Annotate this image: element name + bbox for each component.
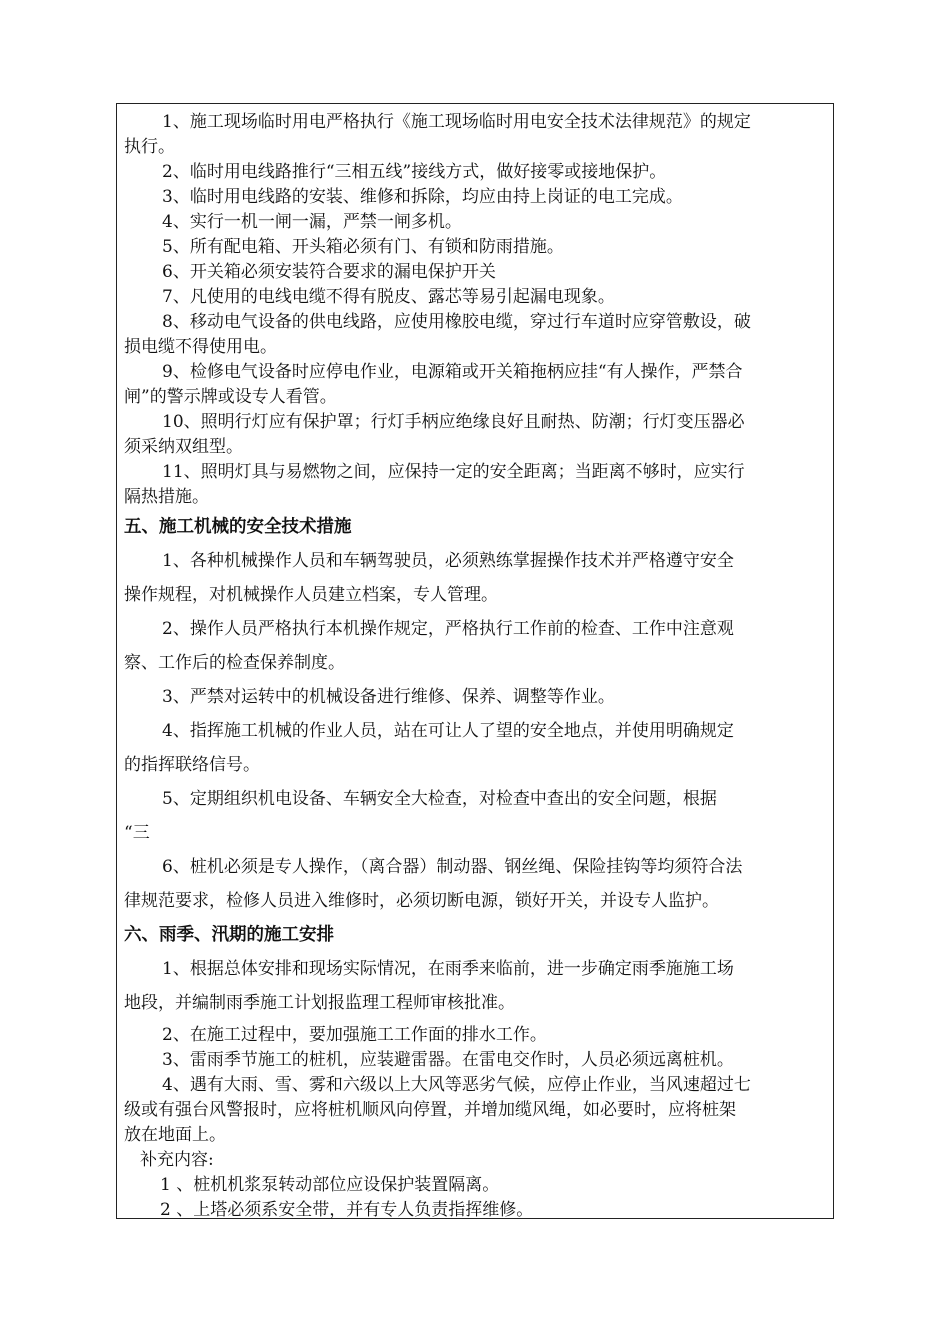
paragraph-line: 闸”的警示牌或设专人看管。 (124, 387, 337, 407)
paragraph-line: 地段，并编制雨季施工计划报监理工程师审核批准。 (124, 993, 515, 1013)
paragraph-line: 4、遇有大雨、雪、雾和六级以上大风等恶劣气候，应停止作业，当风速超过七 (162, 1075, 751, 1095)
section-heading: 六、雨季、汛期的施工安排 (124, 925, 334, 945)
electrical-list (124, 110, 830, 510)
section-heading: 五、施工机械的安全技术措施 (124, 517, 352, 537)
paragraph-line: 须采纳双组型。 (124, 437, 243, 457)
paragraph-line: 3、临时用电线路的安装、维修和拆除，均应由持上岗证的电工完成。 (162, 187, 683, 207)
paragraph-line: 10、照明行灯应有保护罩；行灯手柄应绝缘良好且耐热、防潮；行灯变压器必 (162, 412, 745, 432)
paragraph-line: 4、实行一机一闸一漏，严禁一闸多机。 (162, 212, 462, 232)
paragraph-line: 律规范要求，检修人员进入维修时，必须切断电源，锁好开关，并设专人监护。 (124, 891, 719, 911)
section5-list (124, 544, 830, 918)
paragraph-line: 5、所有配电箱、开头箱必须有门、有锁和防雨措施。 (162, 237, 564, 257)
paragraph-line: 4、指挥施工机械的作业人员，站在可让人了望的安全地点，并使用明确规定 (162, 721, 734, 741)
paragraph-line: 2、临时用电线路推行“三相五线”接线方式，做好接零或接地保护。 (162, 162, 667, 182)
paragraph-line: 5、定期组织机电设备、车辆安全大检查，对检查中查出的安全问题，根据 (162, 789, 717, 809)
paragraph-line: 隔热措施。 (124, 487, 209, 507)
paragraph-line: 1、各种机械操作人员和车辆驾驶员，必须熟练掌握操作技术并严格遵守安全 (162, 551, 734, 571)
supplement-label: 补充内容: (140, 1150, 214, 1170)
paragraph-line: 7、凡使用的电线电缆不得有脱皮、露芯等易引起漏电现象。 (162, 287, 615, 307)
paragraph-line: 操作规程，对机械操作人员建立档案，专人管理。 (124, 585, 498, 605)
paragraph-line: 9、检修电气设备时应停电作业，电源箱或开关箱拖柄应挂“有人操作，严禁合 (162, 362, 743, 382)
paragraph-line: 1、根据总体安排和现场实际情况，在雨季来临前，进一步确定雨季施施工场 (162, 959, 734, 979)
supplement-item: 1 、桩机机浆泵转动部位应设保护装置隔离。 (160, 1175, 500, 1195)
paragraph-line: 8、移动电气设备的供电线路，应使用橡胶电缆，穿过行车道时应穿管敷设，破 (162, 312, 751, 332)
paragraph-line: 1、施工现场临时用电严格执行《施工现场临时用电安全技术法律规范》的规定 (162, 112, 751, 132)
supplement-item: 2 、上塔必须系安全带，并有专人负责指挥维修。 (160, 1200, 534, 1220)
paragraph-line: 3、雷雨季节施工的桩机，应装避雷器。在雷电交作时，人员必须远离桩机。 (162, 1050, 734, 1070)
paragraph-line: “三 (124, 823, 150, 843)
paragraph-line: 察、工作后的检查保养制度。 (124, 653, 345, 673)
paragraph-line: 11、照明灯具与易燃物之间，应保持一定的安全距离；当距离不够时，应实行 (162, 462, 745, 482)
paragraph-line: 放在地面上。 (124, 1125, 226, 1145)
document-body (124, 110, 830, 1223)
paragraph-line: 6、开关箱必须安装符合要求的漏电保护开关 (162, 262, 496, 282)
section6-list (124, 952, 830, 1148)
paragraph-line: 的指挥联络信号。 (124, 755, 260, 775)
paragraph-line: 损电缆不得使用电。 (124, 337, 277, 357)
paragraph-line: 3、严禁对运转中的机械设备进行维修、保养、调整等作业。 (162, 687, 615, 707)
paragraph-line: 执行。 (124, 137, 175, 157)
paragraph-line: 级或有强台风警报时，应将桩机顺风向停置，并增加缆风绳，如必要时，应将桩架 (124, 1100, 736, 1120)
paragraph-line: 2、操作人员严格执行本机操作规定，严格执行工作前的检查、工作中注意观 (162, 619, 734, 639)
paragraph-line: 2、在施工过程中，要加强施工工作面的排水工作。 (162, 1025, 547, 1045)
paragraph-line: 6、桩机必须是专人操作，（离合器）制动器、钢丝绳、保险挂钩等均须符合法 (162, 857, 743, 877)
